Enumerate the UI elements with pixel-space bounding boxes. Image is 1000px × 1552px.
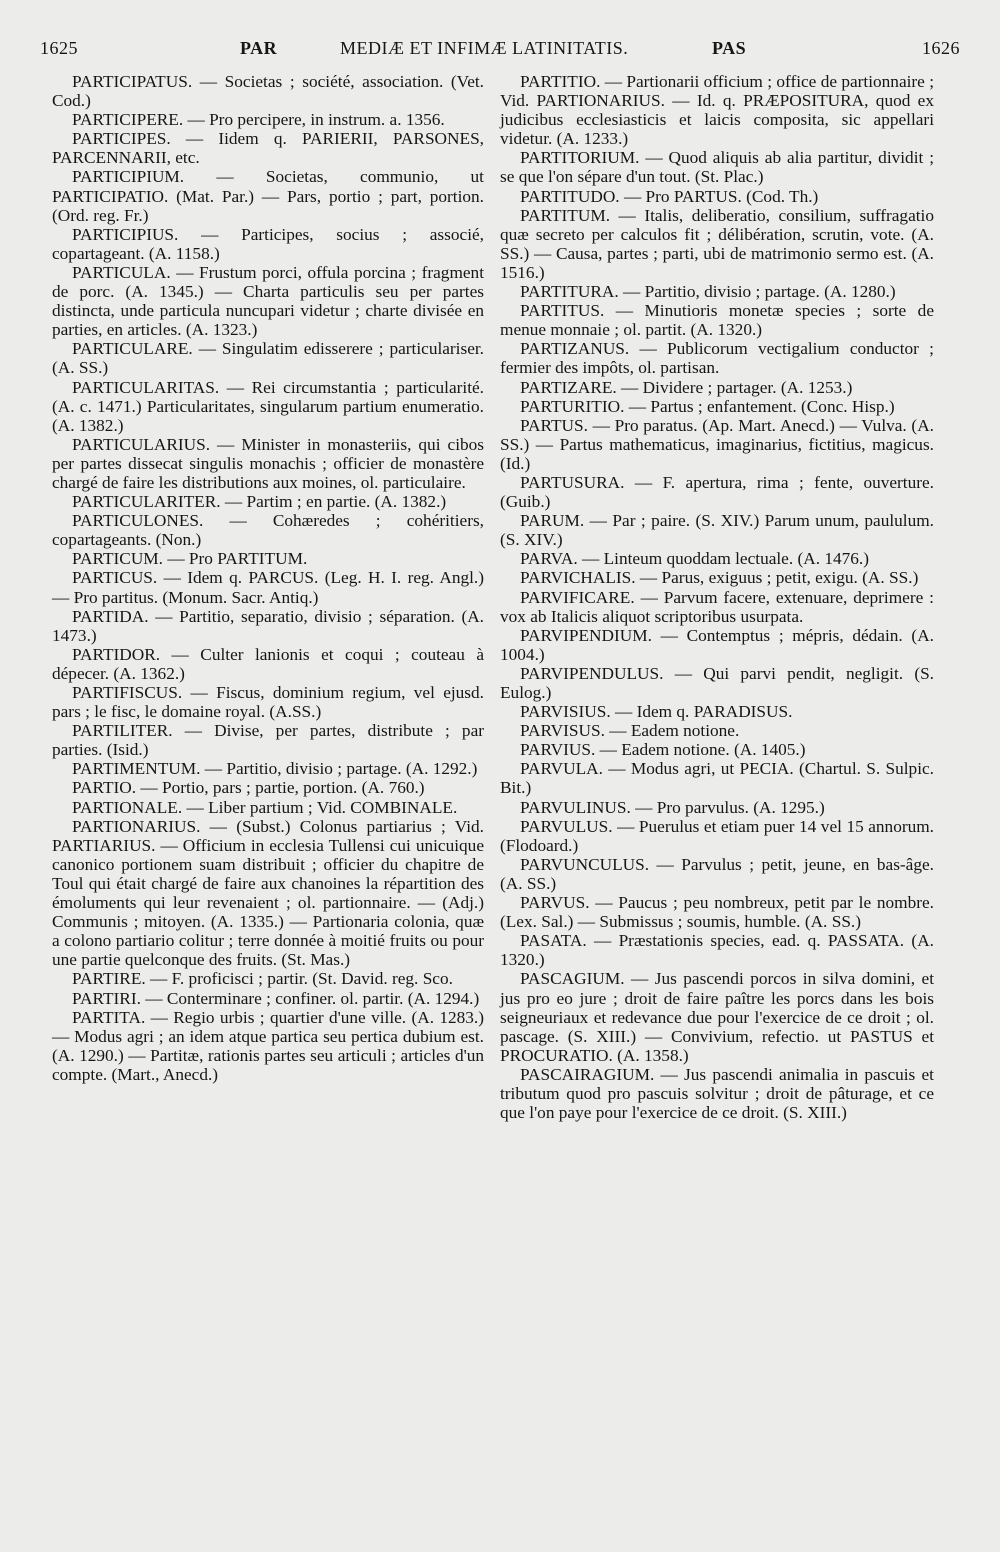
left-column [52,72,484,1084]
dictionary-entry: PARTITORIUM. — Quod aliquis ab alia partitur, dividit ; se que l'on sépare d'un tout. (St. Plac.) [500,148,934,187]
dictionary-entry: PARTITA. — Regio urbis ; quartier d'une ville. (A. 1283.) — Modus agri ; an idem atque partica seu pertica dubium est. (A. 1290.) — Partitæ, rationis partes seu articuli ; articles d'un compte. (Mart., Anecd.) [52,1007,484,1084]
dictionary-entry: PARTICIPIUS. — Participes, socius ; associé, copartageant. (A. 1158.) [52,224,484,263]
dictionary-entry: PARUM. — Par ; paire. (S. XIV.) Parum unum, paululum. (S. XIV.) [500,511,934,550]
dictionary-entry: PARTIRE. — F. proficisci ; partir. (St. David. reg. Sco. [72,969,453,989]
dictionary-entry: PARVIPENDULUS. — Qui parvi pendit, negligit. (S. Eulog.) [500,663,934,702]
dictionary-entry: PARTIDOR. — Culter lanionis et coqui ; couteau à dépecer. (A. 1362.) [52,644,484,683]
dictionary-entry: PARTUSURA. — F. apertura, rima ; fente, ouverture. (Guib.) [500,472,934,512]
running-head-right-word: PAS [712,38,747,58]
dictionary-entry: PARTURITIO. — Partus ; enfantement. (Conc. Hisp.) [520,396,895,416]
running-head-left-word: PAR [240,38,278,58]
right-column [500,72,934,1122]
dictionary-entry: PARVIUS. — Eadem notione. (A. 1405.) [520,740,806,760]
dictionary-entry: PARTIO. — Portio, pars ; partie, portion. (A. 760.) [72,778,425,798]
dictionary-entry: PARTICUS. — Idem q. PARCUS. (Leg. H. I. reg. Angl.) — Pro partitus. (Monum. Sacr. Antiq.) [52,568,484,607]
dictionary-entry: PASCAIRAGIUM. — Jus pascendi animalia in pascuis et tributum quod pro pascuis solvitur ; droit de pâturage, et ce que l'on paye pour l'exercice de ce droit. (S. XIII.) [500,1064,934,1123]
dictionary-entry: PARTICUM. — Pro PARTITUM. [72,549,308,569]
dictionary-entry: PARTIDA. — Partitio, separatio, divisio ; séparation. (A. 1473.) [52,606,484,645]
dictionary-entry: PARTICIPES. — Iidem q. PARIERII, PARSONES, PARCENNARII, etc. [52,129,484,168]
dictionary-entry: PARTIMENTUM. — Partitio, divisio ; partage. (A. 1292.) [72,759,478,779]
dictionary-entry: PASCAGIUM. — Jus pascendi porcos in silva domini, et jus pro eo jure ; droit de faire paître les porcs dans les bois seigneuriaux et redevance due pour l'exercice de ce droit ; ol. pascage. (S. XIII.) — Convivium, refectio. ut PASTUS et PROCURATIO. (A. 1358.) [500,969,934,1065]
dictionary-entry: PARTICIPERE. — Pro percipere, in instrum. a. 1356. [72,110,445,130]
dictionary-entry: PARTITIO. — Partionarii officium ; office de partionnaire ; Vid. PARTIONARIUS. — Id. q. PRÆPOSITURA, quod ex judicibus ecclesiasticis et laicis composita, sic appellari videtur. (A. 1233.) [500,72,934,149]
dictionary-entry: PARVULA. — Modus agri, ut PECIA. (Chartul. S. Sulpic. Bit.) [500,759,934,798]
dictionary-entry: PARTICULARIUS. — Minister in monasteriis, qui cibos per partes dissecat singulis monachis ; officier de monastère chargé de faire les distributions aux moines, ol. particulaire. [52,434,484,492]
dictionary-entry: PARTICULARE. — Singulatim edisserere ; particulariser. (A. SS.) [52,339,484,378]
dictionary-entry: PARTUS. — Pro paratus. (Ap. Mart. Anecd.) — Vulva. (A. SS.) — Partus mathematicus, imaginarius, fictitius, magicus. (Id.) [500,415,934,473]
dictionary-entry: PARTIZANUS. — Publicorum vectigalium conductor ; fermier des impôts, ol. partisan. [500,339,934,378]
dictionary-entry: PARVUNCULUS. — Parvulus ; petit, jeune, en bas-âge. (A. SS.) [500,854,934,893]
page-number-right: 1626 [922,38,960,58]
dictionary-entry: PARVIPENDIUM. — Contemptus ; mépris, dédain. (A. 1004.) [500,625,934,664]
dictionary-entry: PARTILITER. — Divise, per partes, distribute ; par parties. (Isid.) [52,721,484,760]
dictionary-entry: PARTIONARIUS. — (Subst.) Colonus partiarius ; Vid. PARTIARIUS. — Officium in ecclesia Tullensi cui unicuique canonico portionem suam distribuit ; officier du chapitre de Toul qui était chargé de faire aux chanoines la répartition des émoluments qui leur revenaient ; ol. partionnaire. — (Adj.) Communis ; mitoyen. (A. 1335.) — Partionaria colonia, quæ a colono partiario colitur ; terre donnée à moitié fruits ou pour une partie quelconque des fruits. (St. Mas.) [52,816,484,970]
dictionary-entry: PARVIFICARE. — Parvum facere, extenuare, deprimere : vox ab Italicis aliquot scriptoribus usurpata. [500,587,934,626]
dictionary-entry: PASATA. — Præstationis species, ead. q. PASSATA. (A. 1320.) [500,931,934,970]
dictionary-entry: PARTITUS. — Minutioris monetæ species ; sorte de menue monnaie ; ol. partit. (A. 1320.) [500,301,934,340]
page-number-left: 1625 [40,38,78,58]
dictionary-entry: PARVULINUS. — Pro parvulus. (A. 1295.) [520,797,825,817]
dictionary-entry: PARTIRI. — Conterminare ; confiner. ol. partir. (A. 1294.) [72,988,480,1008]
dictionary-entry: PARTICIPIUM. — Societas, communio, ut PARTICIPATIO. (Mat. Par.) — Pars, portio ; part, portion. (Ord. reg. Fr.) [52,167,484,225]
dictionary-entry: PARTIONALE. — Liber partium ; Vid. COMBINALE. [72,797,458,817]
dictionary-entry: PARTICULARITAS. — Rei circumstantia ; particularité. (A. c. 1471.) Particularitates, singularum partium enumeratio. (A. 1382.) [52,377,484,435]
dictionary-entry: PARTICULARITER. — Partim ; en partie. (A. 1382.) [72,492,447,512]
dictionary-entry: PARTITUM. — Italis, deliberatio, consilium, suffragatio quæ secreto per calculos fit ; délibération, scrutin, vote. (A. SS.) — Causa, partes ; parti, ubi de matrimonio sermo est. (A. 1516.) [500,205,934,282]
dictionary-entry: PARTICULA. — Frustum porci, offula porcina ; fragment de porc. (A. 1345.) — Charta particulis seu per partes distincta, unde particula nuncupari videtur ; charte divisée en parties, en articles. (A. 1323.) [52,262,484,340]
dictionary-entry: PARTIFISCUS. — Fiscus, dominium regium, vel ejusd. pars ; le fisc, le domaine royal. (A.SS.) [52,683,484,722]
dictionary-entry: PARVICHALIS. — Parus, exiguus ; petit, exigu. (A. SS.) [520,568,919,588]
dictionary-entry: PARVISUS. — Eadem notione. [520,721,740,741]
dictionary-entry: PARTITUDO. — Pro PARTUS. (Cod. Th.) [520,186,819,206]
running-header [40,38,960,68]
dictionary-entry: PARTIZARE. — Dividere ; partager. (A. 1253.) [520,377,853,397]
dictionary-entry: PARVULUS. — Puerulus et etiam puer 14 vel 15 annorum. (Flodoard.) [500,816,934,855]
running-head-title: MEDIÆ ET INFIMÆ LATINITATIS. [340,38,629,58]
dictionary-entry: PARTITURA. — Partitio, divisio ; partage. (A. 1280.) [520,282,896,302]
dictionary-entry: PARVA. — Linteum quoddam lectuale. (A. 1476.) [520,549,870,569]
dictionary-entry: PARTICIPATUS. — Societas ; société, association. (Vet. Cod.) [52,72,484,111]
dictionary-entry: PARVUS. — Paucus ; peu nombreux, petit par le nombre. (Lex. Sal.) — Submissus ; soumis, humble. (A. SS.) [500,893,934,932]
dictionary-entry: PARVISIUS. — Idem q. PARADISUS. [520,702,793,722]
dictionary-entry: PARTICULONES. — Cohæredes ; cohéritiers, copartageants. (Non.) [52,511,484,550]
